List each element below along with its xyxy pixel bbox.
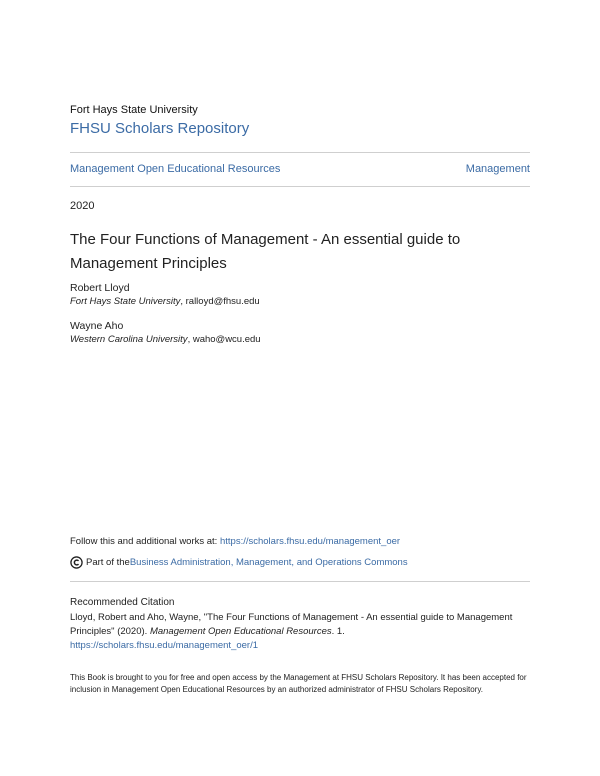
divider-breadcrumb [70, 186, 530, 187]
author-email[interactable]: ralloyd@fhsu.edu [185, 296, 260, 307]
author-email[interactable]: waho@wcu.edu [192, 334, 261, 345]
divider-citation [70, 581, 530, 582]
citation-number: . 1. [331, 626, 345, 637]
follow-url-link[interactable]: https://scholars.fhsu.edu/management_oer [219, 536, 401, 547]
part-of-line [70, 556, 408, 569]
author-affiliation: Fort Hays State University, ralloyd@fhsu.edu [70, 296, 260, 307]
citation-body [70, 611, 535, 653]
collection-link[interactable]: Management Open Educational Resources [70, 163, 281, 175]
affiliation-text: Western Carolina University [70, 334, 188, 345]
citation-heading: Recommended Citation [70, 597, 175, 608]
publication-year: 2020 [70, 200, 95, 212]
citation-text: Lloyd, Robert and Aho, Wayne, "The Four Functions of Management - An essential guide to Management Principles" (2020). [70, 612, 513, 637]
department-link[interactable]: Management [465, 163, 530, 175]
citation-series: Management Open Educational Resources [149, 626, 332, 637]
creative-commons-icon [70, 556, 83, 569]
affiliation-text: Fort Hays State University [70, 296, 181, 307]
author-affiliation: Western Carolina University, waho@wcu.edu [70, 334, 261, 345]
divider-top [70, 152, 530, 153]
commons-link[interactable]: Business Administration, Management, and Operations Commons [129, 557, 408, 568]
follow-line [70, 536, 400, 547]
author-name: Wayne Aho [70, 320, 124, 332]
footer-note: This Book is brought to you for free and open access by the Management at FHSU Scholars Repository. It has been accepted for inclusion in Management Open Educational Resources by an authorized administrator of FHSU Scholars Repository. [70, 673, 527, 694]
author-block-2 [70, 320, 261, 345]
repository-link[interactable]: FHSU Scholars Repository [70, 120, 250, 137]
follow-text: Follow this and additional works at: [70, 536, 220, 547]
institution-name: Fort Hays State University [70, 104, 198, 116]
part-of-text: Part of the [86, 557, 130, 568]
citation-url-link[interactable]: https://scholars.fhsu.edu/management_oer/1 [70, 640, 259, 651]
author-block-1 [70, 282, 260, 307]
document-title: The Four Functions of Management - An essential guide to Management Principles [70, 231, 461, 272]
author-name: Robert Lloyd [70, 282, 130, 294]
